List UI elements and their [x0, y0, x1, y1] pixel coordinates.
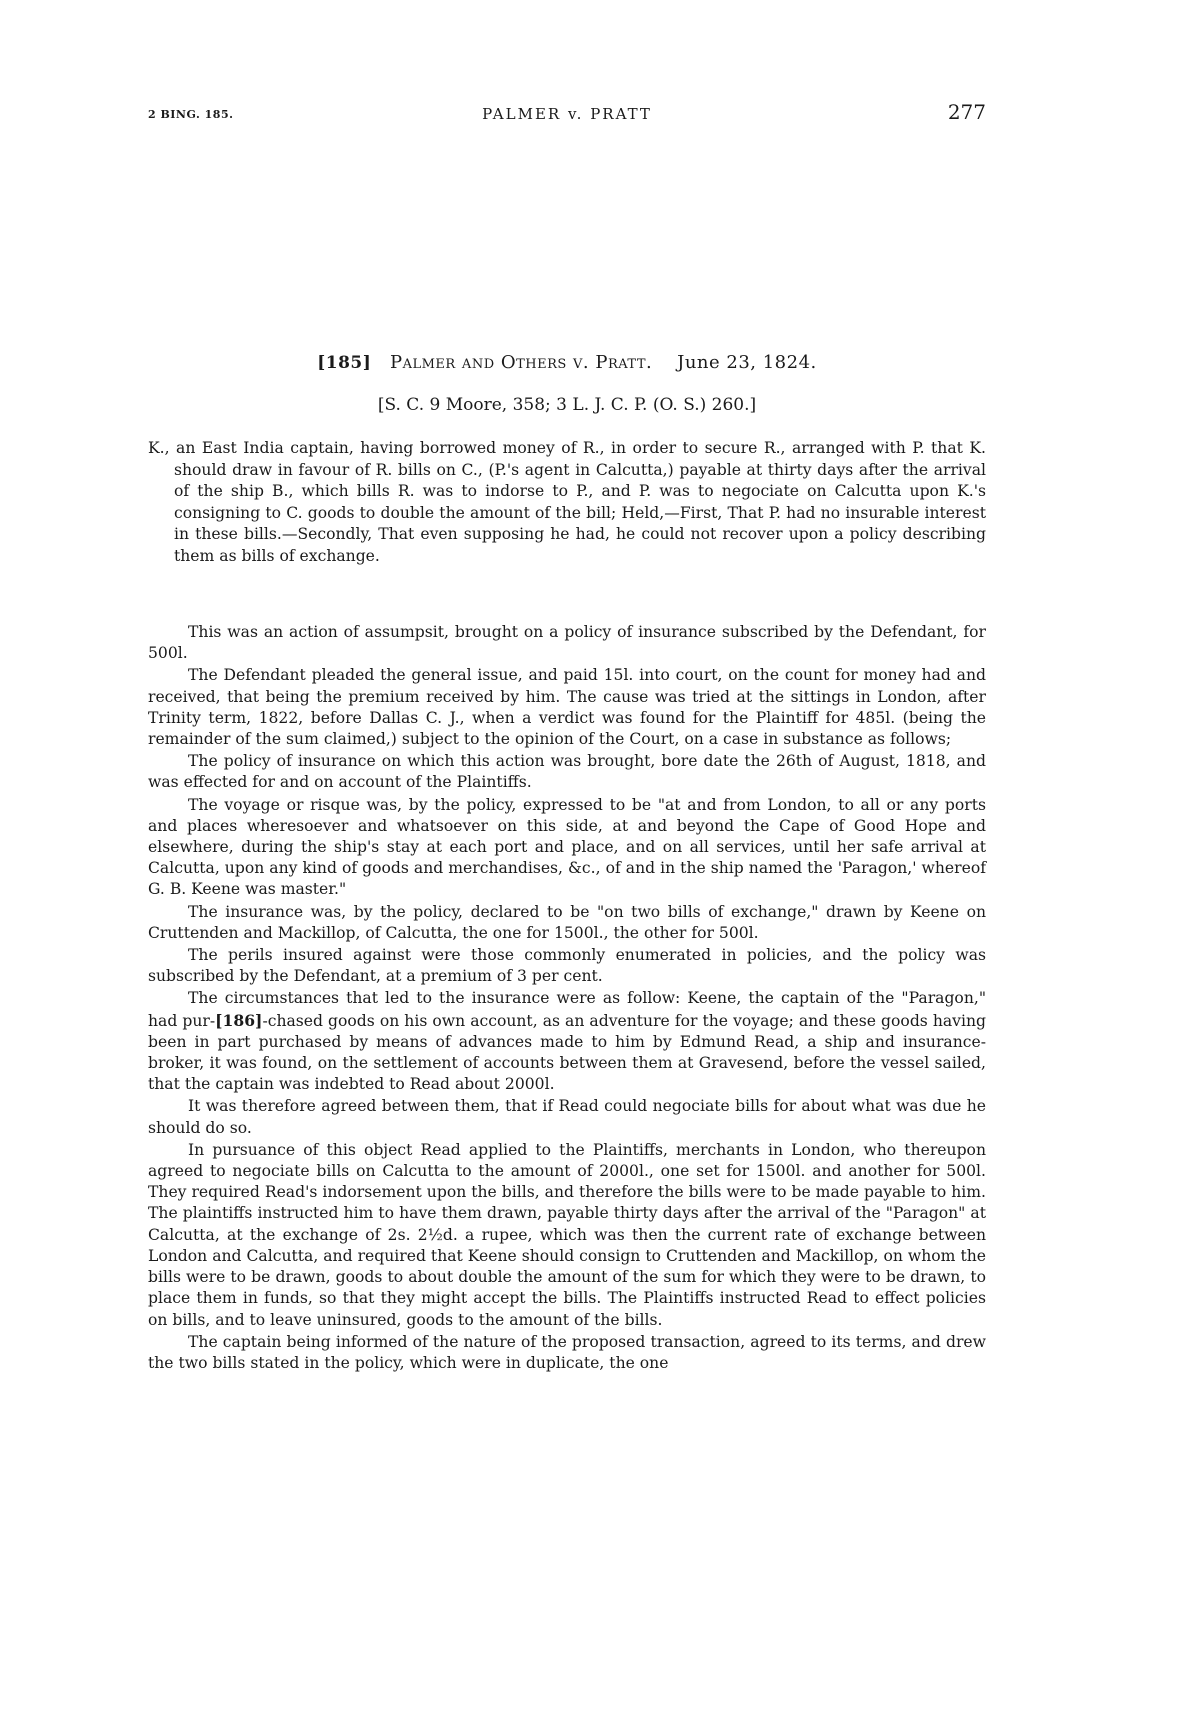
paragraph: The policy of insurance on which this action was brought, bore date the 26th of August, 1818, and was effected for and on account of the Plaintiffs. — [148, 752, 986, 792]
paragraph: The voyage or risque was, by the policy, expressed to be "at and from London, to all or any ports and places wheresoever and whatsoever on this side, at and beyond the Cape of Good Hope and elsewhere, during the ship's stay at each port and place, and on all services, until her safe arrival at Calcutta, upon any kind of goods and merchandises, &c., of and in the ship named the 'Paragon,' whereof G. B. Keene was master." — [148, 795, 986, 899]
paragraph: This was an action of assumpsit, brought on a policy of insurance subscribed by the Defendant, for 500l. — [148, 623, 986, 663]
opinion-body — [148, 622, 986, 1374]
case-short-title: PALMER v. PRATT — [482, 105, 652, 123]
paragraph: The insurance was, by the policy, declared to be "on two bills of exchange," drawn by Keene on Cruttenden and Mackillop, of Calcutta, the one for 1500l., the other for 500l. — [148, 902, 986, 942]
case-parties: Palmer and Others v. Pratt. — [389, 352, 653, 373]
report-reference: 2 BING. 185. — [148, 108, 234, 121]
paragraph: In pursuance of this object Read applied to the Plaintiffs, merchants in London, who thereupon agreed to negociate bills on Calcutta to the amount of 2000l., one set for 1500l. and another for 500l. They required Read's indorsement upon the bills, and therefore the bills were to be made payable to him. The plaintiffs instructed him to have them drawn, payable thirty days after the arrival of the "Paragon" at Calcutta, at the exchange of 2s. 2½d. a rupee, which was then the current rate of exchange between London and Calcutta, and required that Keene should consign to Cruttenden and Mackillop, on whom the bills were to be drawn, goods to about double the amount of the sum for which they were to be drawn, to place them in funds, so that they might accept the bills. The Plaintiffs instructed Read to effect policies on bills, and to leave uninsured, goods to the amount of the bills. — [148, 1140, 986, 1329]
case-citation: [S. C. 9 Moore, 358; 3 L. J. C. P. (O. S.) 260.] — [377, 395, 757, 415]
paragraph: The perils insured against were those commonly enumerated in policies, and the policy was subscribed by the Defendant, at a premium of 3 per cent. — [148, 946, 986, 986]
case-date: June 23, 1824. — [677, 352, 817, 373]
page-marker: [186] — [215, 1010, 263, 1030]
paragraph: It was therefore agreed between them, that if Read could negociate bills for about what was due he should do so. — [148, 1097, 986, 1137]
paragraph — [148, 988, 986, 1095]
case-title — [148, 352, 986, 373]
running-head — [148, 100, 986, 130]
paragraph-text: -chased goods on his own account, as an adventure for the voyage; and these goods having been in part purchased by means of advances made to him by Edmund Read, a ship and insurance-broker, it was found, on the settlement of accounts between them at Gravesend, before the vessel sailed, that the captain was indebted to Read about 2000l. — [148, 1011, 987, 1094]
headnote: K., an East India captain, having borrowed money of R., in order to secure R., arranged with P. that K. should draw in favour of R. bills on C., (P.'s agent in Calcutta,) payable at thirty days after the arrival of the ship B., which bills R. was to indorse to P., and P. was to negociate on Calcutta upon K.'s consigning to C. goods to double the amount of the bill; Held,—First, That P. had no insurable interest in these bills.—Secondly, That even supposing he had, he could not recover upon a policy describing them as bills of exchange. — [148, 439, 986, 565]
report-number: [185] — [317, 353, 372, 373]
paragraph: The Defendant pleaded the general issue, and paid 15l. into court, on the count for money had and received, that being the premium received by him. The cause was tried at the sittings in London, after Trinity term, 1822, before Dallas C. J., when a verdict was found for the Plaintiff for 485l. (being the remainder of the sum claimed,) subject to the opinion of the Court, on a case in substance as follows; — [148, 666, 986, 749]
paragraph-text: The circumstances that led to the insurance were as follow: Keene, the captain of the "Paragon," had pur- — [148, 989, 986, 1030]
page-number: 277 — [947, 100, 986, 124]
paragraph: The captain being informed of the nature of the proposed transaction, agreed to its terms, and drew the two bills stated in the policy, which were in duplicate, the one — [148, 1332, 986, 1372]
